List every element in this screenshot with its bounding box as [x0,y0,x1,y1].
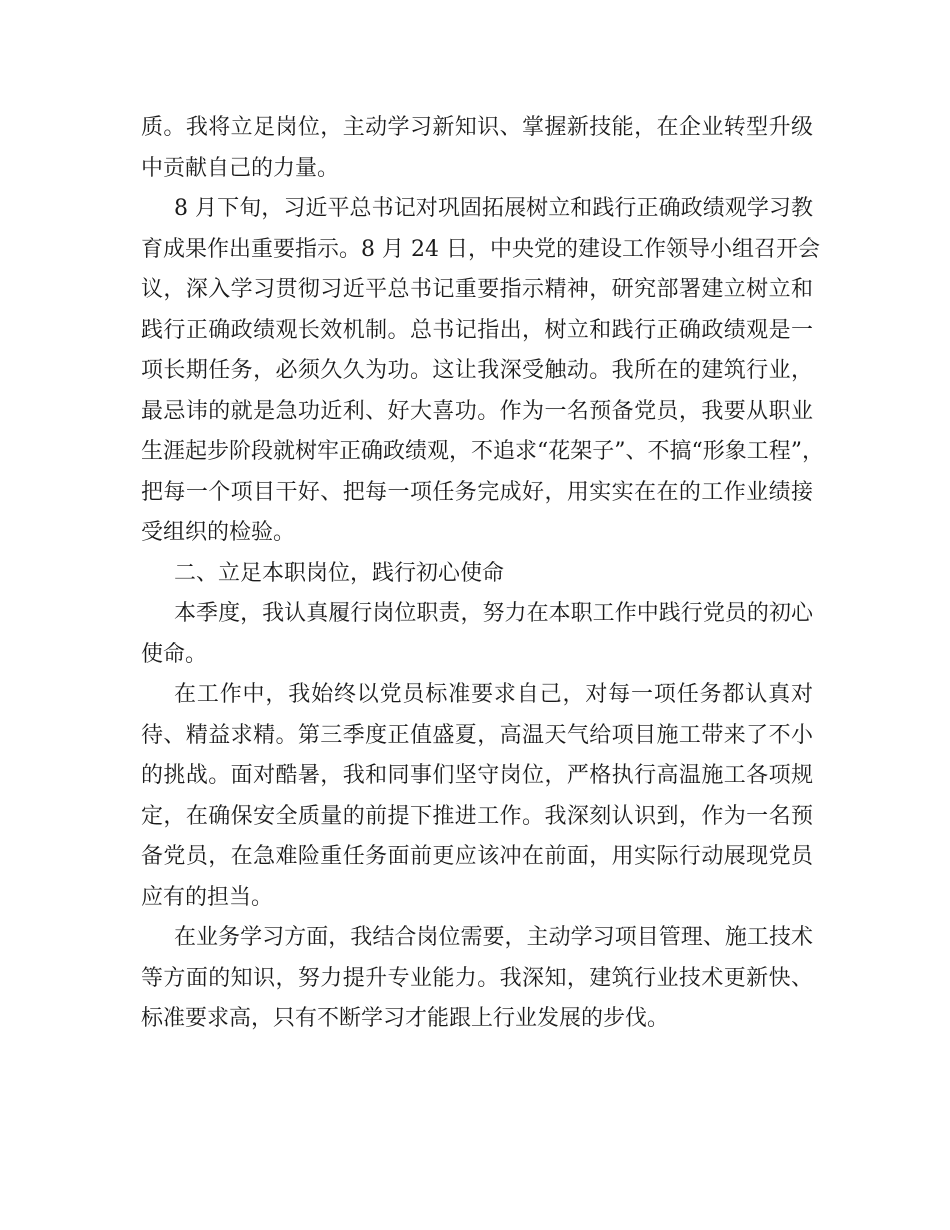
paragraph-first-line: 在工作中，我始终以党员标准要求自己，对每一项任务都认真对 [174,682,813,707]
paragraph-first-line: 在业务学习方面，我结合岗位需要，主动学习项目管理、施工技术 [174,925,813,950]
paragraph-line: 议，深入学习贯彻习近平总书记重要指示精神，研究部署建立树立和 [141,277,813,302]
paragraph-line: 质。我将立足岗位，主动学习新知识、掌握新技能，在企业转型升级 [141,115,813,140]
paragraph-line: 把每一个项目干好、把每一项任务完成好，用实实在在的工作业绩接 [141,479,813,505]
paragraph-line: 最忌讳的就是急功近利、好大喜功。作为一名预备党员，我要从职业 [141,398,813,424]
paragraph-line: 标准要求高，只有不断学习才能跟上行业发展的步伐。 [141,1006,670,1031]
paragraph-line: 应有的担当。 [141,884,274,910]
paragraph-line: 备党员，在急难险重任务面前更应该冲在前面，用实际行动展现党员 [141,844,813,869]
paragraph-first-line: 本季度，我认真履行岗位职责，努力在本职工作中践行党员的初心 [174,601,813,626]
paragraph-first-line: 二、立足本职岗位，践行初心使命 [174,560,505,586]
paragraph-line: 的挑战。面对酷暑，我和同事们坚守岗位，严格执行高温施工各项规 [141,763,813,788]
paragraph-first-line: 8 月下旬，习近平总书记对巩固拓展树立和践行正确政绩观学习教 [174,196,813,221]
paragraph-line: 践行正确政绩观长效机制。总书记指出，树立和践行正确政绩观是一 [141,317,813,343]
paragraph-line: 使命。 [141,641,208,667]
paragraph-line: 中贡献自己的力量。 [141,155,340,181]
paragraph-line: 等方面的知识，努力提升专业能力。我深知，建筑行业技术更新快、 [141,965,813,991]
paragraph-line: 育成果作出重要指示。8 月 24 日，中央党的建设工作领导小组召开会 [141,236,820,262]
paragraph-line: 项长期任务，必须久久为功。这让我深受触动。我所在的建筑行业， [141,358,813,383]
paragraph-line: 受组织的检验。 [141,520,296,545]
document-body [141,108,824,1040]
paragraph-line: 生涯起步阶段就树牢正确政绩观，不追求“花架子”、不搞“形象工程”， [141,439,824,464]
paragraph-line: 待、精益求精。第三季度正值盛夏，高温天气给项目施工带来了不小 [141,722,813,748]
paragraph-line: 定，在确保安全质量的前提下推进工作。我深刻认识到，作为一名预 [141,803,813,829]
